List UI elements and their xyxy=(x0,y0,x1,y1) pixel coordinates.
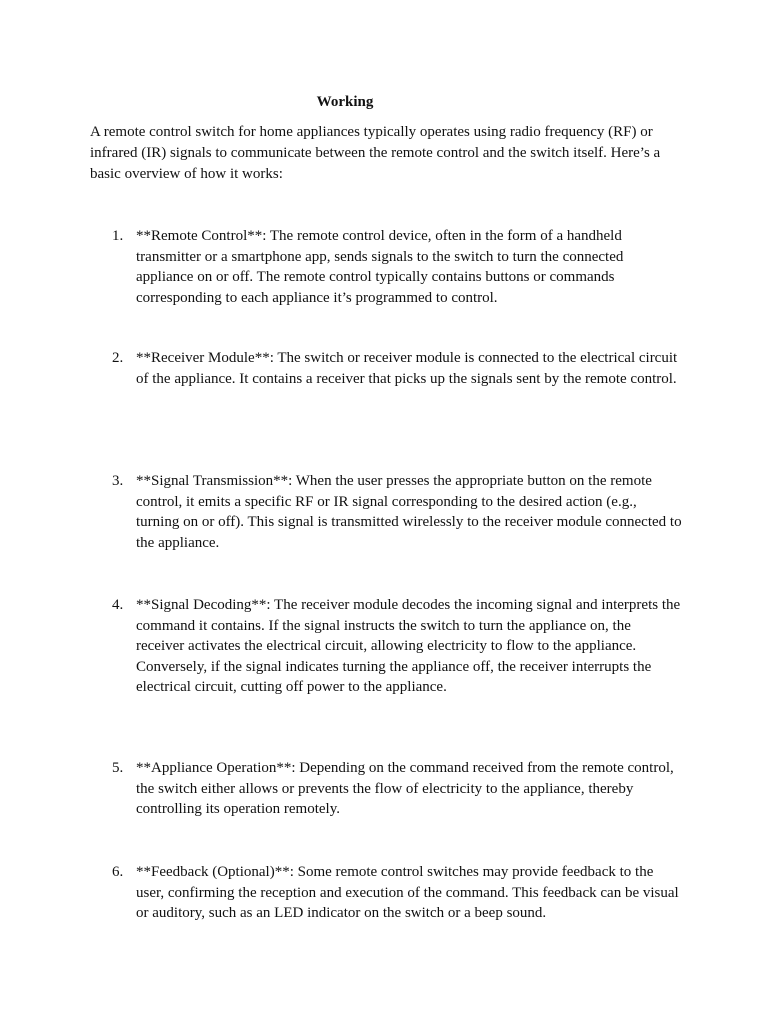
list-item-signal-transmission xyxy=(112,471,682,553)
list-item-feedback xyxy=(112,862,682,924)
list-item-number: 6. xyxy=(112,864,124,880)
list-item-number: 3. xyxy=(112,473,124,489)
list-item-text: **Signal Transmission**: When the user presses the appropriate button on the remote control, it emits a specific RF or IR signal corresponding to the desired action (e.g., turning on or off). This signal is transmitted wirelessly to the receiver module connected to the appliance. xyxy=(136,473,682,551)
list-item-text: **Remote Control**: The remote control device, often in the form of a handheld transmitter or a smartphone app, sends signals to the switch to turn the connected appliance on or off. The remote control typically contains buttons or commands corresponding to each appliance it’s programmed to control. xyxy=(136,228,624,306)
list-item-number: 1. xyxy=(112,228,124,244)
list-item-receiver-module xyxy=(112,348,682,389)
list-item-remote-control xyxy=(112,226,682,308)
list-item-number: 2. xyxy=(112,350,124,366)
list-item-text: **Feedback (Optional)**: Some remote control switches may provide feedback to the user, confirming the reception and execution of the command. This feedback can be visual or auditory, such as an LED indicator on the switch or a beep sound. xyxy=(136,864,679,921)
intro-paragraph: A remote control switch for home appliances typically operates using radio frequency (RF) or infrared (IR) signals to communicate between the remote control and the switch itself. Here’s a basic overview of how it works: xyxy=(90,124,661,182)
list-item-text: **Appliance Operation**: Depending on the command received from the remote control, the switch either allows or prevents the flow of electricity to the appliance, thereby controlling its operation remotely. xyxy=(136,760,674,817)
list-item-number: 4. xyxy=(112,597,124,613)
list-item-text: **Receiver Module**: The switch or receiver module is connected to the electrical circuit of the appliance. It contains a receiver that picks up the signals sent by the remote control. xyxy=(136,350,678,387)
list-item-appliance-operation xyxy=(112,758,682,820)
list-item-text: **Signal Decoding**: The receiver module decodes the incoming signal and interprets the command it contains. If the signal instructs the switch to turn the appliance on, the receiver activates the electrical circuit, allowing electricity to flow to the appliance. Conversely, if the signal indicates turning the appliance off, the receiver interrupts the electrical circuit, cutting off power to the appliance. xyxy=(136,597,681,695)
list-item-number: 5. xyxy=(112,760,124,776)
list-item-signal-decoding xyxy=(112,595,682,698)
page-title: Working xyxy=(316,94,374,110)
